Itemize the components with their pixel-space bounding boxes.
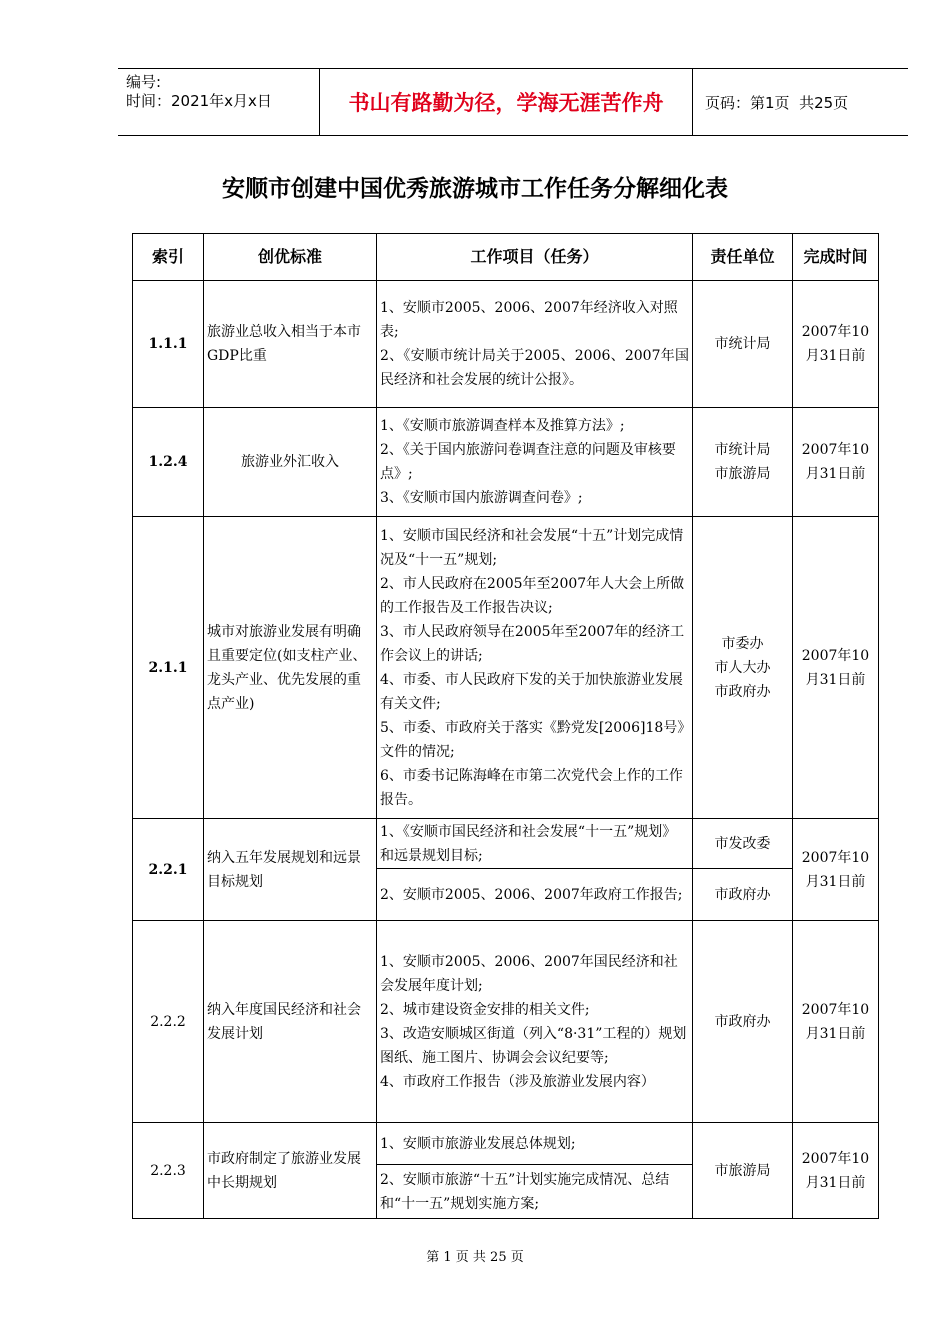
row-standard: 纳入五年发展规划和远景目标规划 [204, 819, 377, 921]
row-standard: 旅游业总收入相当于本市GDP比重 [204, 281, 377, 408]
row-tasks [377, 921, 693, 1123]
page-footer: 第 1 页 共 25 页 [426, 1250, 524, 1265]
page-header [118, 68, 908, 136]
task-item: 2、《关于国内旅游问卷调查注意的问题及审核要点》; [380, 442, 676, 482]
task-item: 1、安顺市2005、2006、2007年经济收入对照表; [380, 300, 678, 340]
unit-item: 市委办 [721, 635, 764, 652]
row-time: 2007年10月31日前 [793, 281, 879, 408]
table-row [133, 517, 879, 819]
task-item: 2、城市建设资金安排的相关文件; [380, 1001, 590, 1018]
unit-item: 市政府办 [714, 1013, 771, 1030]
header-page-info [693, 69, 908, 135]
row-standard: 纳入年度国民经济和社会发展计划 [204, 921, 377, 1123]
row-unit-sub: 市发改委 [693, 819, 793, 869]
row-task-sub: 1、《安顺市国民经济和社会发展“十一五”规划》和远景规划目标; [377, 819, 693, 869]
table-row [133, 921, 879, 1123]
task-item: 2、《安顺市统计局关于2005、2006、2007年国民经济和社会发展的统计公报》。 [380, 348, 689, 388]
unit-item: 市统计局 [714, 336, 771, 352]
table-row [133, 408, 879, 517]
row-index: 1.2.4 [133, 408, 204, 517]
doc-number-label: 编号: [126, 73, 162, 91]
row-time: 2007年10月31日前 [793, 921, 879, 1123]
col-header-unit: 责任单位 [693, 234, 793, 281]
row-time: 2007年10月31日前 [793, 1123, 879, 1219]
table-row [133, 819, 879, 869]
row-time: 2007年10月31日前 [793, 517, 879, 819]
page-number-label: 页码：第1页 共25页 [705, 93, 849, 112]
row-unit [693, 408, 793, 517]
col-header-task: 工作项目（任务） [377, 234, 693, 281]
row-tasks [377, 408, 693, 517]
task-item: 1、《安顺市旅游调查样本及推算方法》; [380, 418, 625, 434]
row-unit [693, 517, 793, 819]
row-standard: 城市对旅游业发展有明确且重要定位(如支柱产业、龙头产业、优先发展的重点产业) [204, 517, 377, 819]
unit-item: 市人大办 [714, 659, 771, 676]
table-row [133, 1123, 879, 1165]
task-item: 4、市政府工作报告（涉及旅游业发展内容） [380, 1073, 655, 1090]
task-item: 3、《安顺市国内旅游调查问卷》; [380, 490, 583, 506]
row-task-sub: 1、安顺市旅游业发展总体规划; [377, 1123, 693, 1165]
task-item: 2、市人民政府在2005年至2007年人大会上所做的工作报告及工作报告决议; [380, 575, 685, 616]
header-meta [118, 69, 320, 135]
task-item: 1、安顺市国民经济和社会发展“十五”计划完成情况及“十一五”规划; [380, 527, 684, 568]
unit-item: 市统计局 [714, 442, 771, 458]
table-header-row [133, 234, 879, 281]
header-motto: 书山有路勤为径，学海无涯苦作舟 [320, 69, 693, 135]
row-unit [693, 921, 793, 1123]
row-tasks [377, 281, 693, 408]
task-item: 3、市人民政府领导在2005年至2007年的经济工作会议上的讲话; [380, 623, 685, 664]
row-unit [693, 281, 793, 408]
row-standard: 市政府制定了旅游业发展中长期规划 [204, 1123, 377, 1219]
task-item: 6、市委书记陈海峰在市第二次党代会上作的工作报告。 [380, 767, 683, 808]
doc-time-label: 时间：2021年x月x日 [126, 92, 272, 110]
row-index: 2.1.1 [133, 517, 204, 819]
row-index: 2.2.2 [133, 921, 204, 1123]
row-standard: 旅游业外汇收入 [204, 408, 377, 517]
task-item: 3、改造安顺城区街道（列入“8·31”工程的）规划图纸、施工图片、协调会会议纪要等; [380, 1025, 687, 1066]
task-table [132, 233, 879, 1219]
row-tasks [377, 517, 693, 819]
table-row [133, 281, 879, 408]
task-item: 1、安顺市2005、2006、2007年国民经济和社会发展年度计划; [380, 953, 678, 994]
row-unit-sub: 市政府办 [693, 869, 793, 921]
document-title: 安顺市创建中国优秀旅游城市工作任务分解细化表 [222, 176, 728, 202]
unit-item: 市政府办 [714, 683, 771, 700]
row-time: 2007年10月31日前 [793, 819, 879, 921]
row-index: 2.2.1 [133, 819, 204, 921]
task-item: 5、市委、市政府关于落实《黔党发[2006]18号》文件的情况; [380, 719, 685, 760]
col-header-index: 索引 [133, 234, 204, 281]
col-header-time: 完成时间 [793, 234, 879, 281]
col-header-standard: 创优标准 [204, 234, 377, 281]
row-index: 2.2.3 [133, 1123, 204, 1219]
row-index: 1.1.1 [133, 281, 204, 408]
row-task-sub: 2、安顺市2005、2006、2007年政府工作报告; [377, 869, 693, 921]
task-item: 4、市委、市人民政府下发的关于加快旅游业发展有关文件; [380, 671, 683, 712]
unit-item: 市旅游局 [714, 466, 771, 482]
row-time: 2007年10月31日前 [793, 408, 879, 517]
row-unit: 市旅游局 [693, 1123, 793, 1219]
row-task-sub: 2、安顺市旅游“十五”计划实施完成情况、总结和“十一五”规划实施方案; [377, 1165, 693, 1219]
